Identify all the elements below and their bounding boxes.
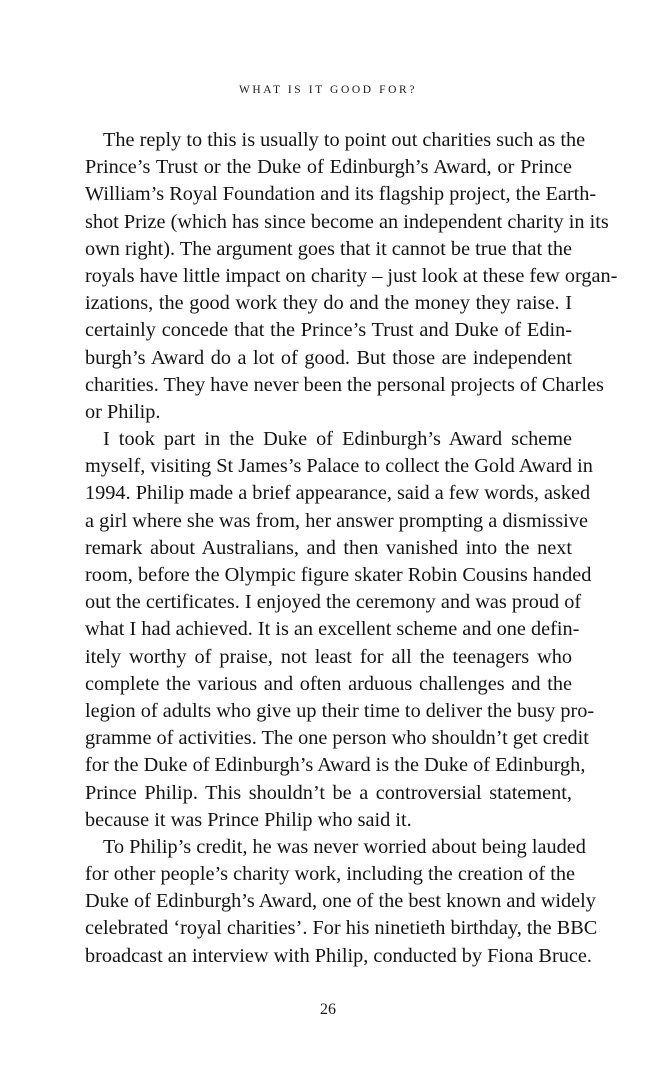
paragraph-3 [85, 834, 598, 970]
text-line: The reply to this is usually to point out charities such as the [103, 129, 586, 151]
paragraph-2 [85, 426, 595, 834]
text-line: for the Duke of Edinburgh’s Award is the Duke of Edinburgh, [85, 754, 586, 777]
text-line: Duke of Edinburgh’s Award, one of the best known and widely [85, 890, 596, 913]
text-line: royals have little impact on charity – just look at these few organ- [85, 264, 618, 287]
body-text [85, 127, 618, 970]
text-line: shot Prize (which has since become an independent charity in its [85, 210, 609, 233]
text-line: room, before the Olympic figure skater Robin Cousins handed [85, 564, 592, 586]
text-line: remark about Australians, and then vanished into the next [85, 536, 572, 559]
text-line: legion of adults who give up their time to deliver the busy pro- [85, 699, 595, 722]
text-line: because it was Prince Philip who said it. [85, 808, 412, 831]
text-line: I took part in the Duke of Edinburgh’s Award scheme [103, 428, 572, 451]
text-line: certainly concede that the Prince’s Trust and Duke of Edin- [85, 319, 572, 342]
page-number: 26 [320, 1001, 336, 1018]
text-line: out the certificates. I enjoyed the ceremony and was proud of [85, 591, 582, 614]
text-line: myself, visiting St James’s Palace to collect the Gold Award in [85, 455, 593, 478]
text-line: Prince’s Trust or the Duke of Edinburgh’s Award, or Prince [85, 156, 572, 179]
text-line: Prince Philip. This shouldn’t be a controversial statement, [85, 781, 572, 804]
text-line: William’s Royal Foundation and its flagship project, the Earth- [85, 183, 597, 206]
text-line: broadcast an interview with Philip, conducted by Fiona Bruce. [85, 944, 592, 967]
text-line: complete the various and often arduous challenges and the [85, 672, 572, 695]
text-line: charities. They have never been the personal projects of Charles [85, 373, 604, 396]
text-line: a girl where she was from, her answer prompting a dismissive [85, 509, 588, 532]
text-line: own right). The argument goes that it cannot be true that the [85, 237, 572, 260]
text-line: what I had achieved. It is an excellent scheme and one defin- [85, 618, 580, 641]
text-line: celebrated ‘royal charities’. For his ninetieth birthday, the BBC [85, 917, 598, 940]
text-line: To Philip’s credit, he was never worried about being lauded [103, 835, 586, 858]
text-line: 1994. Philip made a brief appearance, said a few words, asked [85, 482, 591, 505]
text-line: itely worthy of praise, not least for all the teenagers who [85, 645, 572, 668]
paragraph-1 [85, 127, 618, 426]
text-line: gramme of activities. The one person who shouldn’t get credit [85, 727, 589, 750]
text-line: or Philip. [85, 400, 161, 423]
text-line: izations, the good work they do and the money they raise. I [85, 292, 572, 315]
text-line: for other people’s charity work, including the creation of the [85, 863, 575, 886]
running-head: WHAT IS IT GOOD FOR? [238, 84, 418, 96]
text-line: burgh’s Award do a lot of good. But those are independent [85, 346, 572, 369]
